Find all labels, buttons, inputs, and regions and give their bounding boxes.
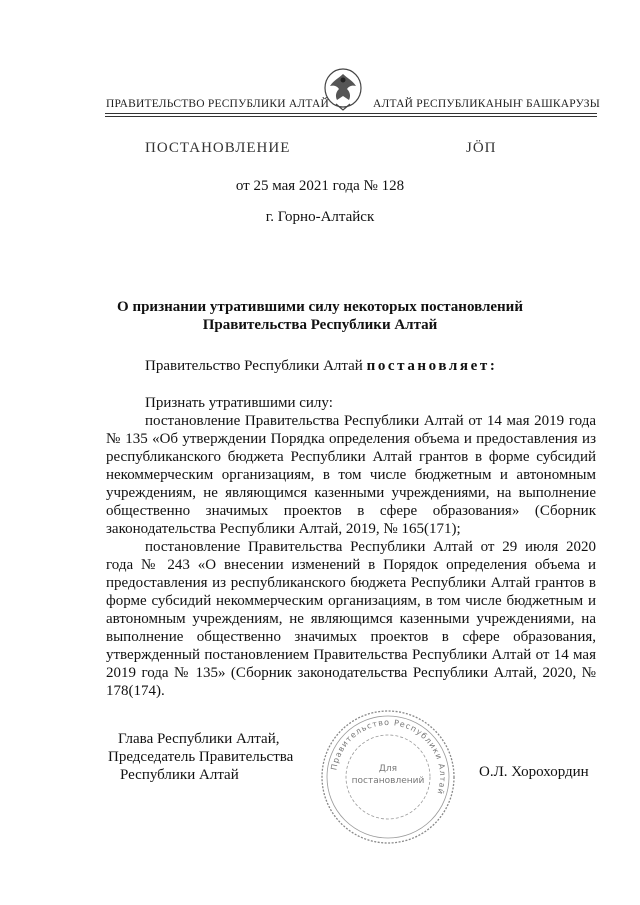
official-stamp [318,707,458,847]
signatory-title [108,730,293,784]
doc-type-alt: ЈӦП [466,140,497,156]
signatory-line-3: Республики Алтай [120,767,239,783]
decree-verb: постановляет: [366,358,498,374]
signatory-line-1: Глава Республики Алтай, [118,731,280,747]
subject-line-2: Правительства Республики Алтай [202,317,438,333]
stamp-center-line-2: постановлений [351,776,425,786]
document-body [106,394,596,700]
document-subject [0,298,640,334]
body-intro: Признать утратившими силу: [145,395,333,411]
subject-line-1: О признании утратившими силу некоторых постановлений [117,299,523,315]
government-title-alt: АЛТАЙ РЕСПУБЛИКАНЫҤ БАШКАРУЗЫ [373,98,600,110]
decree-lead: Правительство Республики Алтай [145,358,363,374]
doc-type-ru: ПОСТАНОВЛЕНИЕ [145,140,291,156]
body-item-2: постановление Правительства Республики Алтай от 29 июля 2020 года № 243 «О внесении изменений в Порядок определения объема и предоставления из республиканского бюджета Республики Алтай грантов в форме субсидий некоммерческим организациям, в том числе бюджетным и автономным учреждениям, не являющимся казенными учреждениями, на выполнение общественно значимых проектов в сфере образования, утвержденный постановлением Правительства Республики Алтай от 14 мая 2019 года № 135» (Сборник законодательства Республики Алтай, 2020, № 178(174). [106,539,596,699]
body-item-1: постановление Правительства Республики Алтай от 14 мая 2019 года № 135 «Об утверждении Порядка определения объема и предоставления из республиканского бюджета Республики Алтай грантов в форме субсидий некоммерческим организациям, в том числе бюджетным и автономным учреждениям, не являющимся казенными учреждениями, на выполнение общественно значимых проектов в сфере образования» (Сборник законодательства Республики Алтай, 2019, № 165(171); [106,413,596,537]
decree-line [145,358,497,375]
stamp-center-line-1: Для [378,764,398,774]
document-city: г. Горно-Алтайск [265,209,375,225]
government-title-ru: ПРАВИТЕЛЬСТВО РЕСПУБЛИКИ АЛТАЙ [106,98,330,110]
stamp-ring-text: Правительство Республики Алтай [329,717,448,796]
signatory-line-2: Председатель Правительства [108,749,294,765]
signatory-name: О.Л. Хорохордин [479,764,589,780]
header-rule-bottom [105,116,597,117]
header-rule-top [105,113,597,114]
document-date: от 25 мая 2021 года № 128 [235,178,405,194]
